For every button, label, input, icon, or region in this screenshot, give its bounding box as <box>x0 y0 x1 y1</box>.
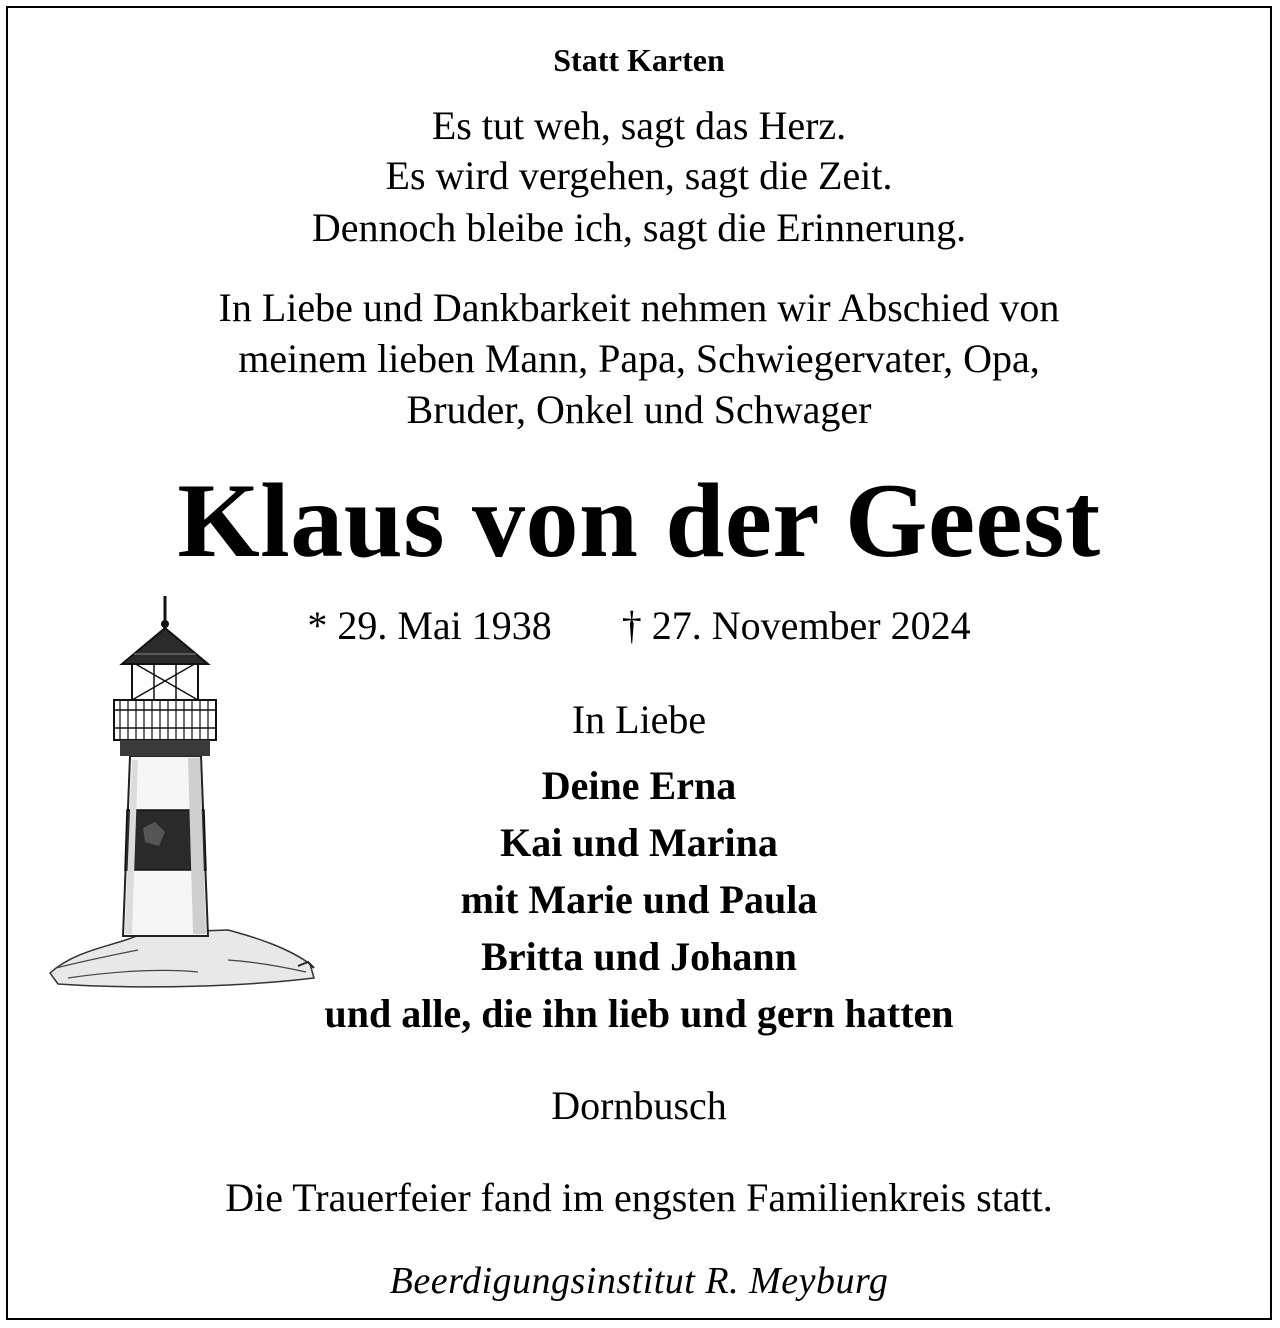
family-line-2: Kai und Marina <box>500 820 778 865</box>
notice-header: Statt Karten <box>553 42 725 78</box>
place-name: Dornbusch <box>551 1083 727 1128</box>
family-line-5: und alle, die ihn lieb und gern hatten <box>324 991 954 1036</box>
life-dates <box>8 603 1270 648</box>
family-line-1: Deine Erna <box>541 763 737 808</box>
service-note: Die Trauerfeier fand im engsten Familienkreis statt. <box>225 1175 1053 1220</box>
intro-line-3: Bruder, Onkel und Schwager <box>406 387 872 432</box>
intro-line-1: In Liebe und Dankbarkeit nehmen wir Abschied von <box>218 285 1060 330</box>
intro-line-2: meinem lieben Mann, Papa, Schwiegervater, Opa, <box>238 336 1040 381</box>
undertaker-signature: Beerdigungsinstitut R. Meyburg <box>389 1260 889 1302</box>
deceased-name: Klaus von der Geest <box>177 462 1101 579</box>
poem-line-3: Dennoch bleibe ich, sagt die Erinnerung. <box>311 205 967 250</box>
family-line-3: mit Marie und Paula <box>460 877 818 922</box>
in-love-label: In Liebe <box>571 697 707 742</box>
birth-date: * 29. Mai 1938 <box>307 603 552 648</box>
poem-line-1: Es tut weh, sagt das Herz. <box>431 103 847 148</box>
poem-line-2: Es wird vergehen, sagt die Zeit. <box>385 153 893 198</box>
obituary-notice <box>6 6 1272 1320</box>
death-date: † 27. November 2024 <box>621 603 971 648</box>
family-line-4: Britta und Johann <box>481 934 797 979</box>
